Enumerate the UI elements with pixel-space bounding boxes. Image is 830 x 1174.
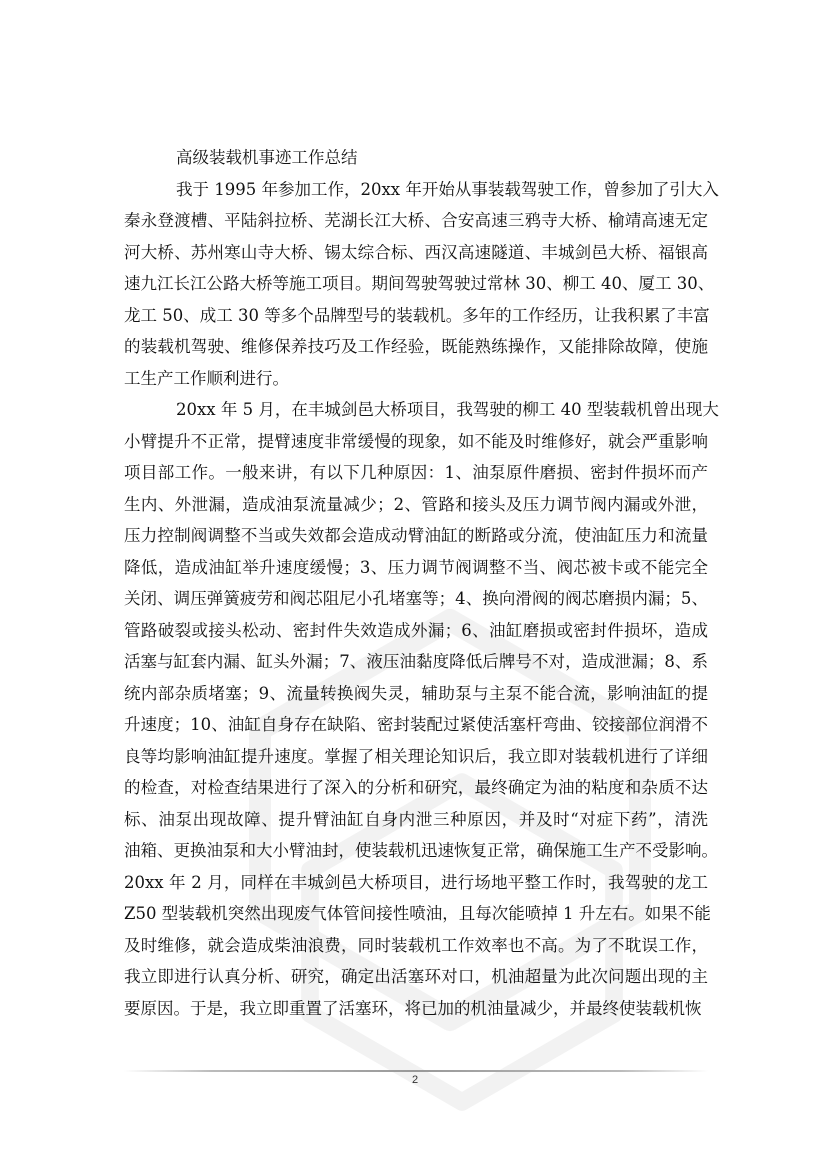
text-line: 要原因。于是，我立即重置了活塞环，将已加的机油量减少，并最终使装载机恢 [124, 998, 702, 1018]
text-line: 小臂提升不正常，提臂速度非常缓慢的现象，如不能及时维修好，就会严重影响 [124, 431, 708, 451]
text-line: 秦永登渡槽、平陆斜拉桥、芜湖长江大桥、合安高速三鸦寺大桥、榆靖高速无定 [124, 211, 708, 230]
text-line: 的检查，对检查结果进行了深入的分析和研究，最终确定为油的粘度和杂质不达 [124, 778, 708, 797]
text-line: 降低，造成油缸举升速度缓慢；3、压力调节阀调整不当、阀芯被卡或不能完全 [124, 557, 708, 577]
text-line: 标、油泵出现故障、提升臂油缸自身内泄三种原因，并及时“对症下药”，清洗 [124, 809, 708, 829]
text-line: 速九江长江公路大桥等施工项目。期间驾驶驾驶过常林 30、柳工 40、厦工 30、 [124, 274, 715, 293]
text-line: 河大桥、苏州寒山寺大桥、锡太综合标、西汉高速隧道、丰城剑邑大桥、福银高 [124, 242, 708, 262]
document-body [124, 142, 719, 1024]
text-line: 管路破裂或接头松动、密封件失效造成外漏；6、油缸磨损或密封件损坏，造成 [124, 620, 708, 640]
text-line: 20xx 年 2 月，同样在丰城剑邑大桥项目，进行场地平整工作时，我驾驶的龙工 [124, 872, 708, 892]
text-line: 统内部杂质堵塞；9、流量转换阀失灵，辅助泵与主泵不能合流，影响油缸的提 [124, 683, 708, 703]
paragraph-container [124, 174, 719, 1025]
text-line: 的装载机驾驶、维修保养技巧及工作经验，既能熟练操作，又能排除故障，使施 [124, 337, 708, 356]
text-line: 良等均影响油缸提升速度。掌握了相关理论知识后，我立即对装载机进行了详细 [124, 746, 708, 766]
text-line: 生内、外泄漏，造成油泵流量减少；2、管路和接头及压力调节阀内漏或外泄， [124, 494, 708, 514]
document-title: 高级装载机事迹工作总结 [176, 148, 358, 167]
text-line: 我于 1995 年参加工作，20xx 年开始从事装载驾驶工作，曾参加了引大入 [176, 179, 719, 199]
text-line: Z50 型装载机突然出现废气体管间接性喷油，且每次能喷掉 1 升左右。如果不能 [124, 904, 711, 923]
text-line: 及时维修，就会造成柴油浪费，同时装载机工作效率也不高。为了不耽误工作， [124, 935, 708, 955]
text-line: 我立即进行认真分析、研究，确定出活塞环对口，机油超量为此次问题出现的主 [124, 967, 708, 986]
footer-divider [124, 1070, 708, 1072]
paragraph [124, 174, 719, 395]
paragraph [124, 394, 719, 1024]
page-number: 2 [411, 1074, 419, 1086]
text-line: 工生产工作顺利进行。 [124, 368, 289, 388]
text-line: 关闭、调压弹簧疲劳和阀芯阻尼小孔堵塞等；4、换向滑阀的阀芯磨损内漏；5、 [124, 589, 708, 608]
text-line: 压力控制阀调整不当或失效都会造成动臂油缸的断路或分流，使油缸压力和流量 [124, 526, 708, 545]
text-line: 升速度；10、油缸自身存在缺陷、密封装配过紧使活塞杆弯曲、铰接部位润滑不 [124, 715, 708, 734]
text-line: 活塞与缸套内漏、缸头外漏；7、液压油黏度降低后牌号不对，造成泄漏；8、系 [124, 652, 708, 671]
text-line: 20xx 年 5 月，在丰城剑邑大桥项目，我驾驶的柳工 40 型装载机曾出现大 [176, 400, 719, 419]
text-line: 项目部工作。一般来讲，有以下几种原因：1、油泵原件磨损、密封件损坏而产 [124, 463, 708, 482]
text-line: 油箱、更换油泵和大小臂油封，使装载机迅速恢复正常，确保施工生产不受影响。 [124, 841, 718, 860]
text-line: 龙工 50、成工 30 等多个品牌型号的装载机。多年的工作经历，让我积累了丰富 [124, 305, 710, 325]
